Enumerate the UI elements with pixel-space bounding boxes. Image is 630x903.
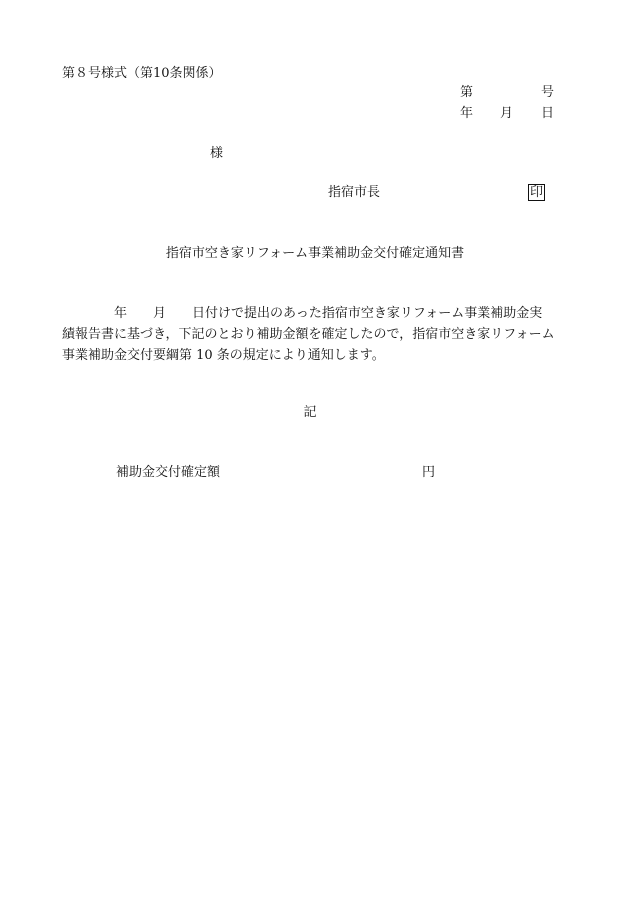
date-day-label: 日 xyxy=(541,106,555,121)
document-number-prefix: 第 xyxy=(460,85,474,100)
grant-amount-label: 補助金交付確定額 xyxy=(116,465,221,480)
body-line-3: 事業補助金交付要綱第 10 条の規定により通知します。 xyxy=(62,348,385,363)
seal-mark: 印 xyxy=(530,185,544,200)
body-line-2: 績報告書に基づき，下記のとおり補助金額を確定したので，指宿市空き家リフォーム xyxy=(62,327,555,342)
date-month-label: 月 xyxy=(500,106,514,121)
grant-amount-unit: 円 xyxy=(422,465,436,480)
issuer-name: 指宿市長 xyxy=(328,185,381,200)
form-label: 第８号様式（第10条関係） xyxy=(62,66,222,81)
date-year-label: 年 xyxy=(460,106,474,121)
ki-heading: 記 xyxy=(303,405,317,420)
body-line-1: 年 月 日付けで提出のあった指宿市空き家リフォーム事業補助金実 xyxy=(62,306,543,321)
body-paragraph xyxy=(62,303,562,366)
addressee-suffix: 様 xyxy=(210,146,224,161)
document-title: 指宿市空き家リフォーム事業補助金交付確定通知書 xyxy=(165,246,465,261)
document-number-suffix: 号 xyxy=(541,85,555,100)
